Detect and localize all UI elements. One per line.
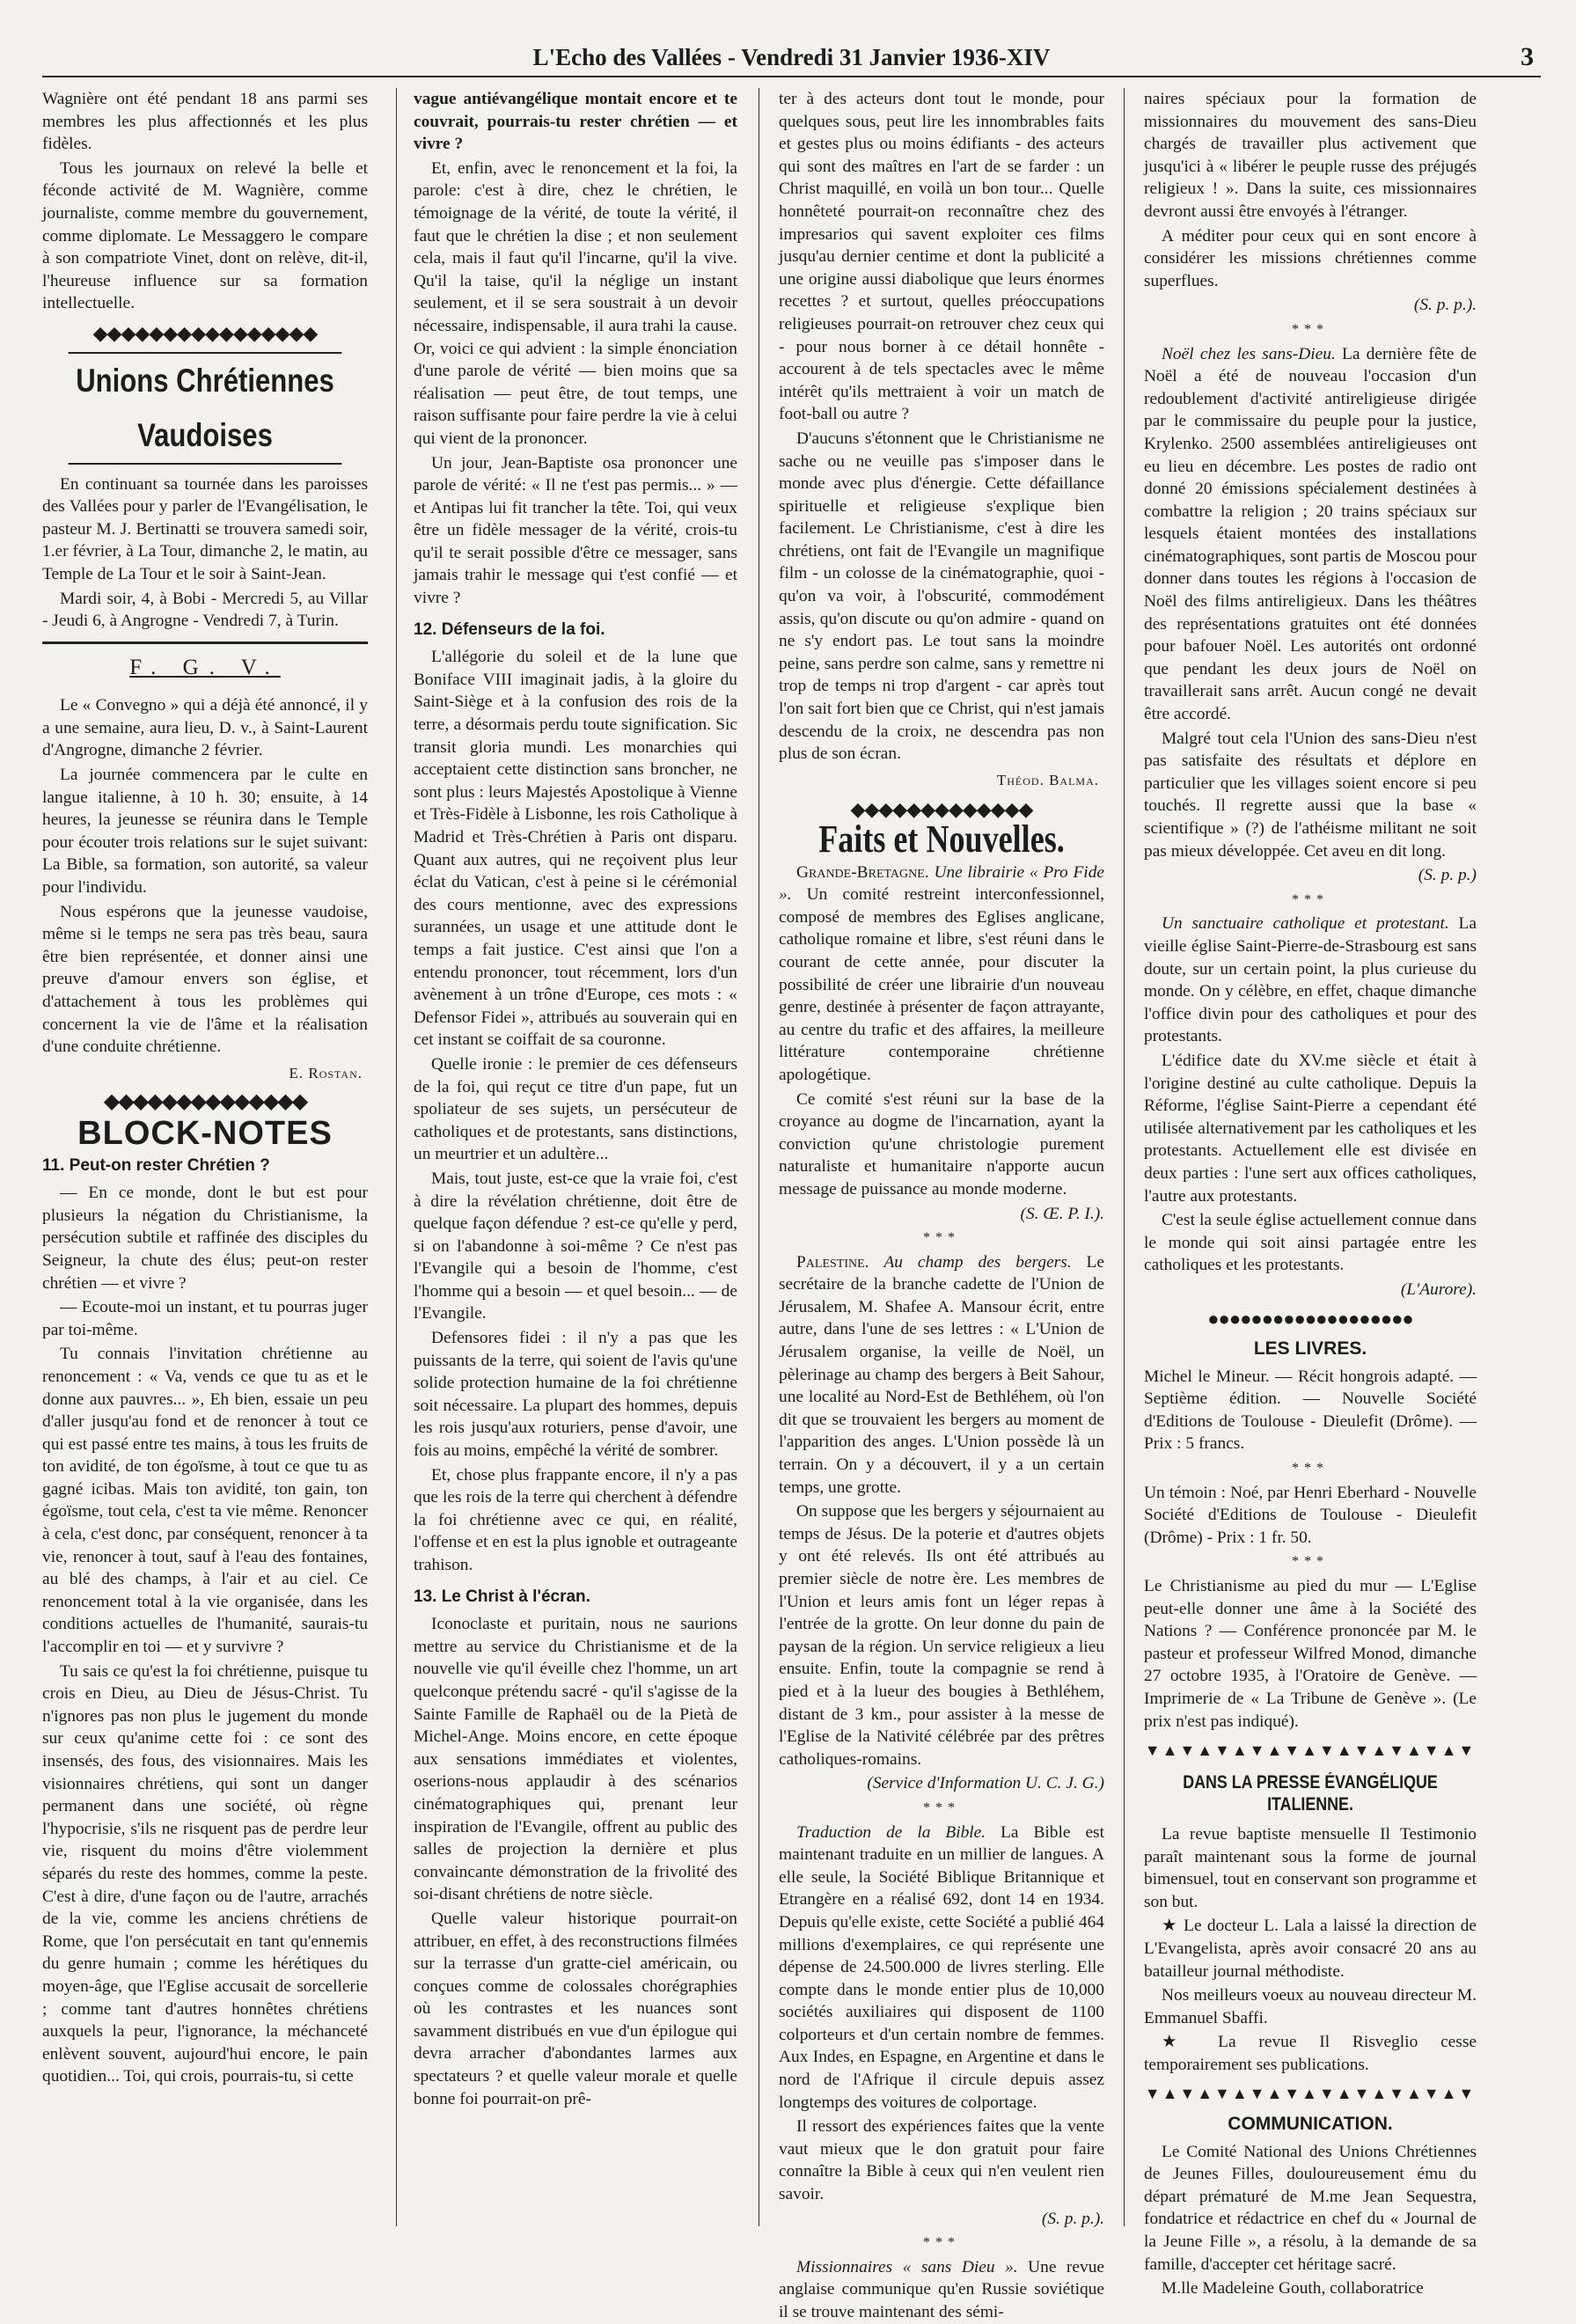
paragraph: La journée commencera par le culte en langue italienne, à 10 h. 30; ensuite, à 14 heures, la jeunesse se réunira dans le Temple pour écouter trois relations sur le sujet suivant: La Bible, sa formation, son autorité, sa valeur pour l'individu. [42,766,368,898]
masthead-title: L'Echo des Vallées - Vendredi 31 Janvier 1936-XIV [532,44,1051,70]
news-title: Une librairie « Pro Fide ». [779,862,1104,905]
paragraph: Ce comité s'est réuni sur la base de la croyance au dogme de l'incarnation, ayant la conviction qu'une christologie purement naturaliste et humanitaire n'apporte aucun message de puissance au monde moderne. [779,1089,1104,1199]
triangle-ornament: ▼▲▼▲▼▲▼▲▼▲▼▲▼▲▼▲▼▲▼ [1144,2085,1477,2103]
book-entry: Un témoin : Noé, par Henri Eberhard - Nouvelle Société d'Editions de Toulouse - Dieulefit (Drôme) - Prix : 1 fr. 50. [1144,1483,1477,1547]
separator-stars: *** [923,1230,960,1246]
paragraph: Le Comité National des Unions Chrétiennes de Jeunes Filles, douloureusement ému du départ prématuré de M.me Jean Sequestra, fondatrice et rédactrice en chef du « Journal de la Jeune Fille », a résolu, à la demande de sa famille, d'accepter cet héritage sacré. [1144,2142,1477,2274]
diamond-ornament: ◆◆◆◆◆◆◆◆◆◆◆◆◆◆◆◆ [92,321,318,344]
paragraph: vague antiévangélique montait encore et te couvrait, pourrais-tu rester chrétien — et vivre ? [414,90,737,154]
paragraph: L'allégorie du soleil et de la lune que Boniface VIII imaginait jadis, à la gloire du Saint-Siège et à la confusion des rois de la terre, a désormais perdu toute signification. Sic transit gloria mundi. Les monarchies qui acceptaient cette distinction sans broncher, ne sont plus : leurs Majestés Apostolique à Vienne et Très-Fidèle à Lisbonne, les rois Catholique à Madrid et Très-Chrétien à Paris ont disparu. Quant aux autres, qui ne reçoivent plus leur éclat du Vatican, c'est à peine si le cérémonial des cours mentionne, avec des expressions surannées, un usage et une attitude dont le temps a fait justice. C'est ainsi que l'on a entendu prononcer, tout récemment, lors d'un avènement à un trône d'Europe, ces mots : « Defensor Fidei », attribués au souverain qui en cet instant se coiffait de sa couronne. [414,648,737,1050]
news-title: Traduction de la Bible. [796,1822,986,1842]
section-title-faits: Faits et Nouvelles. [818,817,1065,861]
diamond-ornament: ◆◆◆◆◆◆◆◆◆◆◆◆◆◆ [103,1090,307,1114]
paragraph: Quelle valeur historique pourrait-on attribuer, en effet, à des reconstructions filmées sur la terrasse d'un gratte-ciel américain, ou conçues comme de colossales chorégraphies où les contrastes et les nuances sont savamment distribués en vue d'un épilogue qui devra arracher d'abondantes larmes aux spectateurs ? et quelle valeur morale et quelle bonne foi pourrait-on prê- [414,1909,737,2108]
news-text: Une revue anglaise communique qu'en Russie soviétique il se trouve maintenant des sémi- [779,2257,1104,2321]
source: (Service d'Information U. C. J. G.) [867,1774,1104,1793]
section-title-fgv: F. G. V. [129,655,281,679]
paragraph: D'aucuns s'étonnent que le Christianisme ne sache ou ne veuille pas s'imposer dans le monde avec plus d'énergie. Cette défaillance spirituelle et religieuse s'explique bien facilement. Le Christianisme, c'est à dire les chrétiens, ont fait de l'Evangile un magnifique film - un colosse de la cinématographie, quoi - qu'on va voir, à l'obscurité, commodément assis, qu'on discute ou qu'on admire - quand on ne s'y endort pas. Le tout sans la moindre peine, sans perdre son calme, sans y remettre ni trop de temps ni trop d'argent - car après tout l'on sait fort bien que ce Christ, qui n'est jamais descendu de la croix, ne descendra pas non plus de son écran. [779,429,1104,764]
paragraph: M.lle Madeleine Gouth, collaboratrice [1162,2279,1424,2298]
page-number: 3 [1521,42,1534,71]
divider [42,641,368,644]
page-header [42,40,1541,77]
paragraph: Il ressort des expériences faites que la vente vaut mieux que le don gratuit pour faire connaître la Bible à ceux qui n'en veulent rien savoir. [779,2117,1104,2204]
paragraph: ter à des acteurs dont tout le monde, pour quelques sous, peut lire les innombrables faits et gestes plus ou moins édifiants - des acteurs qui sont des maîtres en l'art de se farder : un Christ maquillé, en voilà un bon tour... Quelle honnêteté pourrait-on reconnaître chez des impresarios qui savent exploiter ces films jusqu'au dernier centime et dont la publicité a une origine aussi diabolique que leurs énormes recettes ? et surtout, quelles préoccupations religieuses pourrait-on retrouver chez ceux qui - pour nous borner à ce détail honnête - accourent à de tels spectacles avec le même intérêt qu'ils mettraient à voir un match de foot-ball ou autre ? [779,90,1104,424]
paragraph: — Ecoute-moi un instant, et tu pourras juger par toi-même. [42,1298,368,1339]
paragraph: Un jour, Jean-Baptiste osa prononcer une parole de vérité: « Il ne t'est pas permis... » — et Antipas lui fit trancher la tête. Toi, qui veux être un fidèle messager de la vérité, crois-tu qu'il te serait possible d'être ce messager, sans jamais trahir le message qui t'est confié — et vivre ? [414,453,737,608]
signature: Théod. Balma. [996,771,1099,788]
paragraph: Et, chose plus frappante encore, il n'y a pas que les rois de la terre qui cherchent à défendre la foi chrétienne avec ce qui, en réalité, l'offense et en est la plus ignoble et outrageante trahison. [414,1465,737,1574]
book-entry: Michel le Mineur. — Récit hongrois adapté. — Septième édition. — Nouvelle Société d'Editions de Toulouse - Dieulefit (Drôme). — Prix : 5 francs. [1144,1367,1477,1454]
paragraph: Iconoclaste et puritain, nous ne saurions mettre au service du Christianisme et de la nouvelle vie qu'il éveille chez l'homme, un art quelconque prétendu sacré - qu'il s'agisse de la Sainte Famille de Raphaël ou de la Pietà de Michel-Ange. Moins encore, en cette époque aux sensations immédiates et violentes, oserions-nous applaudir à des scénarios cinématographiques qui, prenant leur inspiration de l'Evangile, offrent au public des salles de projection la dernière et plus convaincante démonstration de la frivolité des soi-disant chrétiens de notre siècle. [414,1615,737,1904]
subheading: 11. Peut-on rester Chrétien ? [42,1155,270,1175]
news-text: Un comité restreint interconfessionnel, composé de membres des Eglises anglicane, catholique romaine et libre, s'est réuni dans le courant de cette année, pour discuter la possibilité de créer une librairie d'un nouveau genre, destinée à présenter de façon attrayante, au centre du trafic et des affaires, la meilleure littérature contemporaine chrétienne apologétique. [779,885,1104,1084]
news-title: Au champ des bergers. [883,1252,1072,1272]
section-title-communication: COMMUNICATION. [1228,2114,1393,2135]
news-text: La dernière fête de Noël a été de nouveau l'occasion d'un redoublement d'activité antireligieuse dirigée par le commissaire du peuple pour la justice, Krylenko. 2500 assemblées antireligieuses ont eu lieu en décembre. Les postes de radio ont donné 20 émissions spécialement destinées à combattre la religion ; 20 trains spéciaux sur lesquels étaient montées des installations cinématographiques, sont partis de Moscou pour donner dans toutes les régions à l'occasion de Noël des films antireligieux. Dans les théâtres des représentations gratuites ont été données pour bafouer Noël. Les autorités ont ordonné que pendant les deux jours de Noël on travaillerait sans arrêt. Aucun congé ne devait être accordé. [1144,344,1477,724]
paragraph: Tous les journaux on relevé la belle et féconde activité de M. Wagnière, comme journaliste, comme membre du gouvernement, comme diplomate. Le Messaggero le compare à son compatriote Vinet, dont on relève, dit-il, l'heureuse influence sur sa formation intellectuelle. [42,158,368,313]
paragraph: La revue baptiste mensuelle Il Testimonio paraît maintenant sous la forme de journal bimensuel, tout en conservant son programme et son but. [1144,1824,1477,1911]
news-text: La vieille église Saint-Pierre-de-Strasbourg est sans doute, sur un certain point, la plus curieuse du monde. On y célèbre, en effet, chaque dimanche l'office divin pour des catholiques et pour des protestants. [1144,914,1477,1046]
source: (S. p. p.). [1041,2209,1104,2228]
paragraph: Defensores fidei : il n'y a pas que les puissants de la terre, qui soient de l'avis qu'une solide protection humaine de la foi chrétienne soit nécessaire. La plupart des hommes, depuis les rois jusqu'aux roturiers, pense d'avoir, une fois au moins, empêché la vérité de sombrer. [414,1329,737,1461]
news-place: Palestine. [796,1252,869,1272]
news-item [779,1251,1104,1499]
paragraph: naires spéciaux pour la formation de missionnaires du mouvement des sans-Dieu chargés de travailler plus activement que jusqu'ici à « libérer le peuple russe des préjugés religieux ! ». Dans la suite, ces missionnaires devront aussi être envoyés à l'étranger. [1144,90,1477,221]
subheading: 13. Le Christ à l'écran. [414,1587,590,1606]
paragraph: Tu connais l'invitation chrétienne au renoncement : « Va, vends ce que tu as et le donne aux pauvres... », Eh bien, essaie un peu d'aller jusqu'au fond et de renoncer à tout ce qui est passé entre tes mains, à tous les fruits de ton avidité, de ton égoïsme, à tout ce que tu as gagné icibas. Mais ton avidité, ton gain, ton égoïsme, tout cela, c'est ta vie même. Renoncer à cela, c'est donc, par conséquent, renoncer à ta vie, renoncer à tout, sauf à l'eau des fontaines, au blé des champs, à l'air et au ciel. Ce renoncement total à la vie organisée, dans les conditions actuelles de l'humanité, saurais-tu l'accomplir en toi — et y survivre ? [42,1345,368,1657]
paragraph: ★ Le docteur L. Lala a laissé la direction de L'Evangelista, après avoir consacré 20 ans au batailleur journal méthodiste. [1144,1917,1477,1981]
paragraph: Wagnière ont été pendant 18 ans parmi ses membres les plus affectionnés et les plus fidèles. [42,90,368,154]
news-title: Un sanctuaire catholique et protestant. [1162,914,1449,934]
source: (S. p. p.) [1418,866,1477,885]
column-3 [779,88,1104,2321]
news-text: Le secrétaire de la branche cadette de l'Union de Jérusalem, M. Shafee A. Mansour écrit, entre autre, dans l'une de ses lettres : « L'Union de Jérusalem organise, la veille de Noël, un pèlerinage au champ des bergers à Beit Sahour, une localité au Nord-Est de Bethléhem, où l'on dit que se trouvaient les bergers au moment de l'apparition des anges. L'Union possède là un terrain. On y a découvert, il y a un certain temps, une grotte. [779,1252,1104,1497]
paragraph: Tu sais ce qu'est la foi chrétienne, puisque tu crois en Dieu, au Dieu de Jésus-Christ. Tu n'ignores pas non plus le jugement du monde sur ceux qu'anime cette foi : ce sont des insensés, des fous, des visionnaires. Mais les visionnaires chrétiens, qui sont un danger permanent dans une société, où règne l'hypocrisie, s'ils ne risquent pas de perdre leur vie, risquent du moins d'être violemment séparés du reste des hommes, comme la peste. C'est à dire, d'une façon ou de l'autre, arrachés de la vie, comme les anciens chrétiens de Rome, que l'on persécutait en tant qu'ennemis du genre humain ; comme les hérétiques du moyen-âge, que l'Eglise accusait de sorcellerie ; comme tant d'autres honnêtes chrétiens auxquels la peur, l'ignorance, la méchanceté enlèvent souvent, aujourd'hui encore, le pain quotidien... Toi, qui crois, pourrais-tu, si cette [42,1661,368,2086]
separator-stars: *** [1292,891,1329,907]
separator-stars: *** [1292,321,1329,337]
book-entry: Le Christianisme au pied du mur — L'Eglise peut-elle donner une âme à la Société des Nations ? — Conférence prononcée par M. le pasteur et professeur Wilfred Monod, dimanche 27 octobre 1935, à l'Oratoire de Genève. — Imprimerie de « La Tribune de Genève ». (Le prix n'est pas indiqué). [1144,1577,1477,1731]
separator-stars: *** [923,2235,960,2251]
paragraph: Nos meilleurs voeux au nouveau directeur M. Emmanuel Sbaffi. [1144,1986,1477,2027]
subheading: 12. Défenseurs de la foi. [414,619,605,639]
paragraph: On suppose que les bergers y séjournaient au temps de Jésus. De la poterie et d'autres objets y ont été relevés. Ils ont été attribués au premier siècle de notre ère. Les membres de l'Union et leurs amis font un léger repas à l'entrée de la grotte. On leur donne du pain de paysan de la région. Un service religieux a lieu ensuite. Enfin, toute la compagnie se rend à pied et à la lueur des bougies à Bethléhem, distant de 3 km., pour assister à la messe de l'Eglise de la Nativité célébrée par des prêtres catholiques-romains. [779,1502,1104,1769]
signature: E. Rostan. [289,1064,363,1081]
source: (L'Aurore). [1400,1279,1477,1299]
triangle-ornament: ▼▲▼▲▼▲▼▲▼▲▼▲▼▲▼▲▼▲▼ [1144,1741,1477,1760]
paragraph: Quelle ironie : le premier de ces défenseurs de la foi, qui reçut ce titre d'un pape, fut un spoliateur de ses sujets, un persécuteur de catholiques et de protestants, sans distinctions, un meurtrier et un adultère... [414,1054,737,1164]
column-rule [1124,88,1125,2226]
paragraph: Le « Convegno » qui a déjà été annoncé, il y a une semaine, aura lieu, D. v., à Saint-Laurent d'Angrogne, dimanche 2 février. [42,696,368,760]
news-item [1144,913,1477,1048]
source: (S. Œ. P. I.). [1020,1204,1104,1223]
news-item [779,861,1104,1087]
dot-ornament: ●●●●●●●●●●●●●●●●●●● [1207,1308,1413,1331]
paragraph: A méditer pour ceux qui en sont encore à considérer les missions chrétiennes comme superflues. [1144,226,1477,290]
paragraph: L'édifice date du XV.me siècle et était à l'origine destiné au culte catholique. Depuis la Réforme, l'église Saint-Pierre a cependant été utilisée alternativement par les catholiques et les protestants. Actuellement elle est divisée en deux parties : l'une sert aux offices catholiques, l'autre aux protestants. [1144,1051,1477,1206]
column-4 [1144,88,1477,2298]
paragraph: Mardi soir, 4, à Bobi - Mercredi 5, au Villar - Jeudi 6, à Angrogne - Vendredi 7, à Turin. [42,589,368,631]
source: (S. p. p.). [1413,296,1477,315]
section-title-livres: LES LIVRES. [1253,1338,1367,1360]
separator-stars: *** [923,1800,960,1815]
paragraph: En continuant sa tournée dans les paroisses des Vallées pour y parler de l'Evangélisation, le pasteur M. J. Bertinatti se trouvera samedi soir, 1.er février, à La Tour, dimanche 2, le matin, au Temple de La Tour et le soir à Saint-Jean. [42,474,368,583]
paragraph: Nous espérons que la jeunesse vaudoise, même si le temps ne sera pas très beau, saura être bien représentée, et donner ainsi une preuve d'amour envers son église, et d'attachement à tous les problèmes qui concernent la vie de l'âme et la réalisation d'une conduite chrétienne. [42,902,368,1057]
section-title-block-notes: BLOCK-NOTES [77,1114,333,1152]
section-title-presse: DANS LA PRESSE ÉVANGÉLIQUE ITALIENNE. [1183,1771,1438,1815]
paragraph: Mais, tout juste, est-ce que la vraie foi, c'est à dire la révélation chrétienne, doit être de quelque façon défendue ? est-ce qu'elle y perd, si on l'abandonne à soi-même ? Ce n'est pas l'Evangile qui a besoin de l'homme, c'est l'homme qui a besoin — et quel besoin... — de l'Evangile. [414,1169,737,1323]
column-1 [42,88,368,2244]
news-item [779,1822,1104,2115]
separator-stars: *** [1292,1461,1329,1477]
paragraph: — En ce monde, dont le but est pour plusieurs la négation du Christianisme, la persécution subtile et raffinée des disciples du Seigneur, la chute des élus; peut-on rester chrétien — et vivre ? [42,1184,368,1293]
leaf-ornament: ◆◆◆◆◆◆◆◆◆◆◆◆◆ [850,798,1033,821]
news-item [779,2256,1104,2324]
news-item [1144,343,1477,726]
news-title: Missionnaires « sans Dieu ». [796,2257,1018,2276]
paragraph: Malgré tout cela l'Union des sans-Dieu n'est pas satisfaite des résultats et déplore en particulier que les villages soient encore si peu touchés. Il regrette aussi que la base « scientifique » (?) de l'athéisme militant ne soit pas mieux développée. Cet aveu en dit long. [1144,729,1477,861]
column-2 [414,88,737,2244]
news-text: La Bible est maintenant traduite en un millier de langues. A elle seule, la Société Biblique Britannique et Etrangère en a réalisé 692, dont 14 en 1934. Depuis qu'elle existe, cette Société a publié 464 millions d'exemplaires, ce qui représente une dépense de 24.500.000 de livres sterling. Elle compte dans le monde entier plus de 10,000 sociétés auxiliaires qui disposent de 1100 colporteurs et d'un certain nombre de femmes. Aux Indes, en Espagne, en Argentine et dans le nord de l'Afrique il circule depuis assez longtemps des voitures de colportage. [779,1822,1104,2112]
column-rule [396,88,397,2226]
paragraph: C'est la seule église actuellement connue dans le monde qui soit ainsi partagée entre les catholiques et les protestants. [1144,1211,1477,1275]
paragraph: Et, enfin, avec le renoncement et la foi, la parole: c'est à dire, chez le chrétien, le témoignage de la vérité, de toute la vérité, il faut que le chrétien la dise ; et non seulement cela, mais il faut qu'il l'incarne, qu'il la vive. Qu'il la taise, qu'il la néglige un instant seulement, et il se sera soustrait à un devoir nécessaire, indispensable, il aura trahi la cause. Or, voici ce qui advient : la simple énonciation d'une parole de vérité — bien moins que sa réalisation — peut être, de tout temps, une raison suffisante pour faire perdre la vie à celui qui vient de la prononcer. [414,158,737,448]
section-title-unions: Unions Chrétiennes Vaudoises [69,352,342,465]
paragraph: ★ La revue Il Risveglio cesse temporairement ses publications. [1144,2033,1477,2074]
news-place: Grande-Bretagne. [796,862,929,882]
separator-stars: *** [1292,1554,1329,1570]
news-title: Noël chez les sans-Dieu. [1162,344,1336,363]
